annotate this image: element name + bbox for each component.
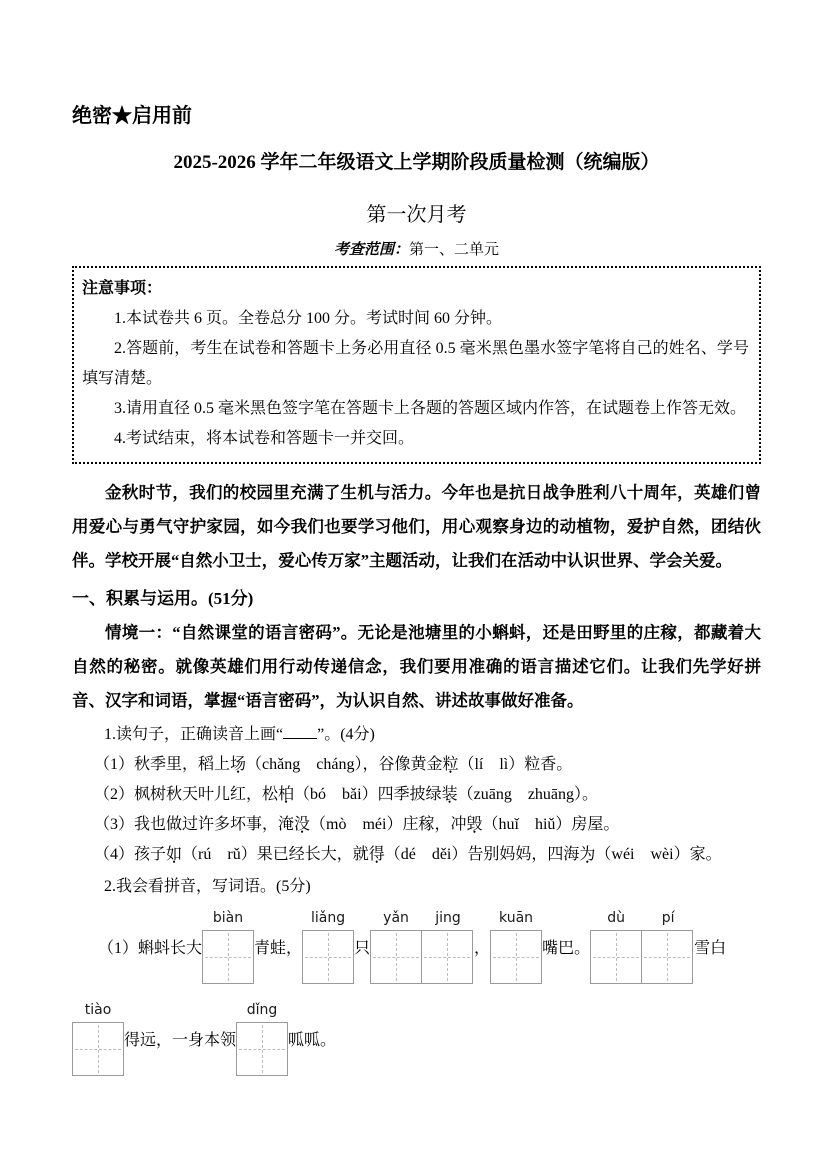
question2-stem: 2.我会看拼音，写词语。(5分) [104,878,311,895]
pinyin-label-row [370,908,474,930]
sentence-text: ， [474,940,491,957]
writing-grid-cell[interactable] [236,1022,288,1076]
pinyin-label: pí [661,910,675,926]
writing-grid-cell[interactable] [202,930,254,984]
writing-grid-cells [490,930,542,984]
question-text: （chǎng cháng），谷像黄金 [246,756,443,773]
question-text: （zuāng zhuāng）。 [457,786,599,803]
emphasized-char: 如 [166,846,183,863]
writing-grid-cells [72,1022,124,1076]
pinyin-label: biàn [212,910,244,926]
notice-item: 1.本试卷共 6 页。全卷总分 100 分。考试时间 60 分钟。 [114,310,503,327]
classification-label: 绝密★启用前 [72,105,192,127]
emphasized-char: 柏 [278,786,295,803]
writing-grid-cell[interactable] [641,930,693,984]
question-text: （2）枫树秋天叶儿红，松 [94,786,279,803]
writing-grid [370,908,474,984]
pinyin-label-row [590,908,694,930]
question-text: （1）秋季里，稻上 [94,756,231,773]
exam-scope [72,241,761,259]
writing-grid-cell[interactable] [590,930,642,984]
pinyin-label: tiào [84,1002,112,1018]
writing-grid [302,908,354,984]
pinyin-label-row [490,908,542,930]
pinyin-label-row [236,1000,288,1022]
sentence-text: 只 [354,940,371,957]
writing-grid-cells [202,930,254,984]
pinyin-writing-row [98,908,761,984]
writing-grid-cell[interactable] [72,1022,124,1076]
pinyin-label: dǐng [246,1002,278,1018]
notice-item: 3.请用直径 0.5 毫米黑色签字笔在答题卡上各题的答题区域内作答，在试题卷上作答无效。 [114,400,747,417]
pinyin-label: kuān [499,910,534,926]
emphasized-char: 毁 [466,816,483,833]
question1-stem-suffix: ”。(4分) [317,726,375,743]
sentence-text: 呱呱。 [288,1032,337,1049]
sentence-text: 得远，一身本领 [124,1032,237,1049]
question-item [94,750,761,780]
question-item [94,810,761,840]
scenario-paragraph: 情境一：“自然课堂的语言密码”。无论是池塘里的小蝌蚪，还是田野里的庄稼，都藏着大自然的秘密。就像英雄们用行动传递信念，我们要用准确的语言描述它们。让我们先学好拼音、汉字和词语，掌握“语言密码”，为认识自然、讲述故事做好准备。 [72,623,761,710]
sentence-text: 青蛙， [254,940,303,957]
writing-grid-cell[interactable] [421,930,473,984]
pinyin-label: jing [435,910,461,926]
notice-box [72,266,761,464]
question-text: （lí lì）粒香。 [458,756,573,773]
emphasized-char: 没 [294,816,311,833]
question-text: （mò méi）庄稼，冲 [310,816,467,833]
writing-grid-cell[interactable] [302,930,354,984]
writing-grid-cells [236,1022,288,1076]
pinyin-label: dù [607,910,625,926]
question-text: （wéi wèi）家。 [595,846,722,863]
notice-item: 4.考试结束，将本试卷和答题卡一并交回。 [114,430,415,447]
pinyin-label: yǎn [383,910,409,926]
pinyin-label-row [202,908,254,930]
answer-blank-line[interactable] [283,725,317,739]
question-item [94,780,761,810]
scope-label: 考查范围： [333,242,409,258]
emphasized-char: 为 [579,846,596,863]
question-text: （dé děi）告别妈妈，四海 [384,846,580,863]
sentence-text: 雪白 [694,940,727,957]
writing-grid-cell[interactable] [370,930,422,984]
writing-grid [490,908,542,984]
question-text: （4）孩子 [94,846,167,863]
question1-items [72,750,761,870]
sentence-text: （1）蝌蚪长大 [98,940,203,957]
notice-heading: 注意事项： [82,280,163,297]
sentence-text: 嘴巴。 [542,940,591,957]
question-text: （huǐ hiǔ）房屋。 [482,816,620,833]
pinyin-writing-row [72,1000,761,1076]
question-item [94,840,761,870]
pinyin-label-row [72,1000,124,1022]
writing-grid [236,1000,288,1076]
writing-grid-cell[interactable] [490,930,542,984]
exam-title: 2025-2026 学年二年级语文上学期阶段质量检测（统编版） [173,152,660,173]
question-text: （3）我也做过许多坏事，淹 [94,816,295,833]
emphasized-char: 粒 [442,756,459,773]
emphasized-char: 装 [441,786,458,803]
writing-grid-cells [590,930,694,984]
pinyin-label: liǎng [310,910,346,926]
notice-item: 2.答题前，考生在试卷和答题卡上务必用直径 0.5 毫米黑色墨水签字笔将自己的姓名、学号填写清楚。 [82,340,749,387]
question1-stem-prefix: 1.读句子，正确读音上画“ [104,726,284,743]
question-text: （rú rǔ）果已经长大，就 [182,846,369,863]
question1-stem [72,720,761,750]
intro-paragraph: 金秋时节，我们的校园里充满了生机与活力。今年也是抗日战争胜利八十周年，英雄们曾用爱心与勇气守护家园，如今我们也要学习他们，用心观察身边的动植物，爱护自然，团结伙伴。学校开展“自然小卫士，爱心传万家”主题活动，让我们在活动中认识世界、学会关爱。 [72,483,761,570]
exam-subtitle: 第一次月考 [366,204,467,226]
writing-grid-cells [302,930,354,984]
section1-heading: 一、积累与运用。(51分) [72,589,254,608]
question-text: （bó bǎi）四季披绿 [294,786,442,803]
pinyin-label-row [302,908,354,930]
writing-grid-cells [370,930,474,984]
emphasized-char: 场 [230,756,247,773]
scope-value: 第一、二单元 [409,242,500,258]
writing-grid [202,908,254,984]
writing-grid [590,908,694,984]
emphasized-char: 得 [368,846,385,863]
writing-grid [72,1000,124,1076]
